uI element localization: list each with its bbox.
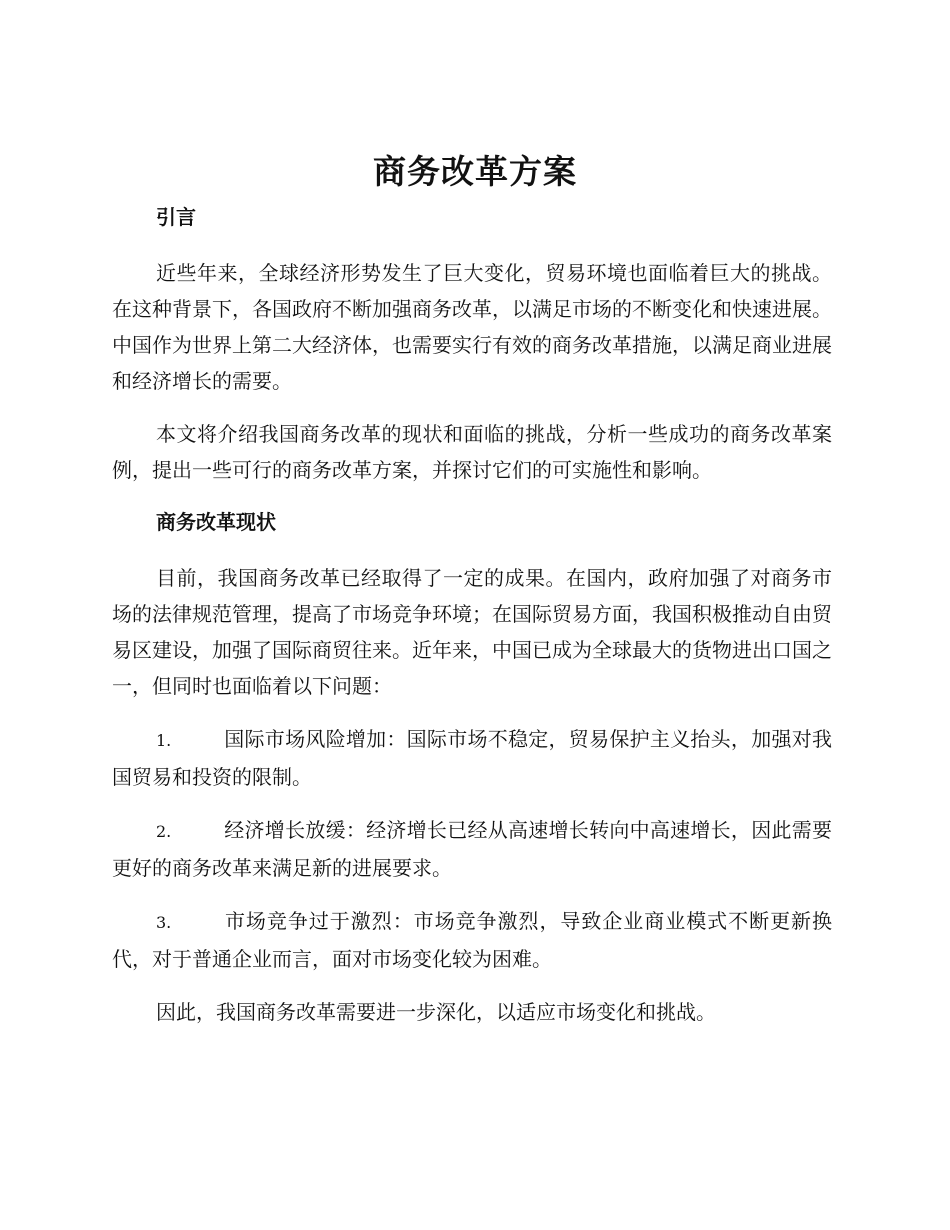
paragraph-intro-1: 近些年来，全球经济形势发生了巨大变化，贸易环境也面临着巨大的挑战。在这种背景下，各国政府不断加强商务改革，以满足市场的不断变化和快速进展。中国作为世界上第二大经济体，也需要实行有效的商务改革措施，以满足商业进展和经济增长的需要。 [112, 261, 832, 393]
section-heading-intro: 引言 [156, 205, 196, 229]
list-item [112, 903, 832, 977]
list-item-text: 经济增长放缓：经济增长已经从高速增长转向中高速增长，因此需要更好的商务改革来满足新的进展要求。 [112, 818, 832, 880]
list-item-text: 市场竞争过于激烈：市场竞争激烈，导致企业商业模式不断更新换代，对于普通企业而言，面对市场变化较为困难。 [112, 909, 832, 971]
paragraph-conclusion: 因此，我国商务改革需要进一步深化，以适应市场变化和挑战。 [156, 1000, 716, 1024]
list-item-number: 1. [156, 731, 172, 750]
paragraph-status-1: 目前，我国商务改革已经取得了一定的成果。在国内，政府加强了对商务市场的法律规范管理，提高了市场竞争环境；在国际贸易方面，我国积极推动自由贸易区建设，加强了国际商贸往来。近年来，中国已成为全球最大的货物进出口国之一，但同时也面临着以下问题： [112, 566, 832, 698]
list-item-number: 3. [156, 913, 172, 932]
list-item-number: 2. [156, 822, 172, 841]
paragraph-intro-2: 本文将介绍我国商务改革的现状和面临的挑战，分析一些成功的商务改革案例，提出一些可行的商务改革方案，并探讨它们的可实施性和影响。 [112, 422, 832, 482]
document-body [112, 200, 832, 1030]
list-item-text: 国际市场风险增加：国际市场不稳定，贸易保护主义抬头，加强对我国贸易和投资的限制。 [112, 727, 832, 789]
document-title: 商务改革方案 [373, 152, 577, 191]
list-item [112, 812, 832, 886]
section-heading-status: 商务改革现状 [156, 510, 276, 534]
list-item [112, 721, 832, 795]
